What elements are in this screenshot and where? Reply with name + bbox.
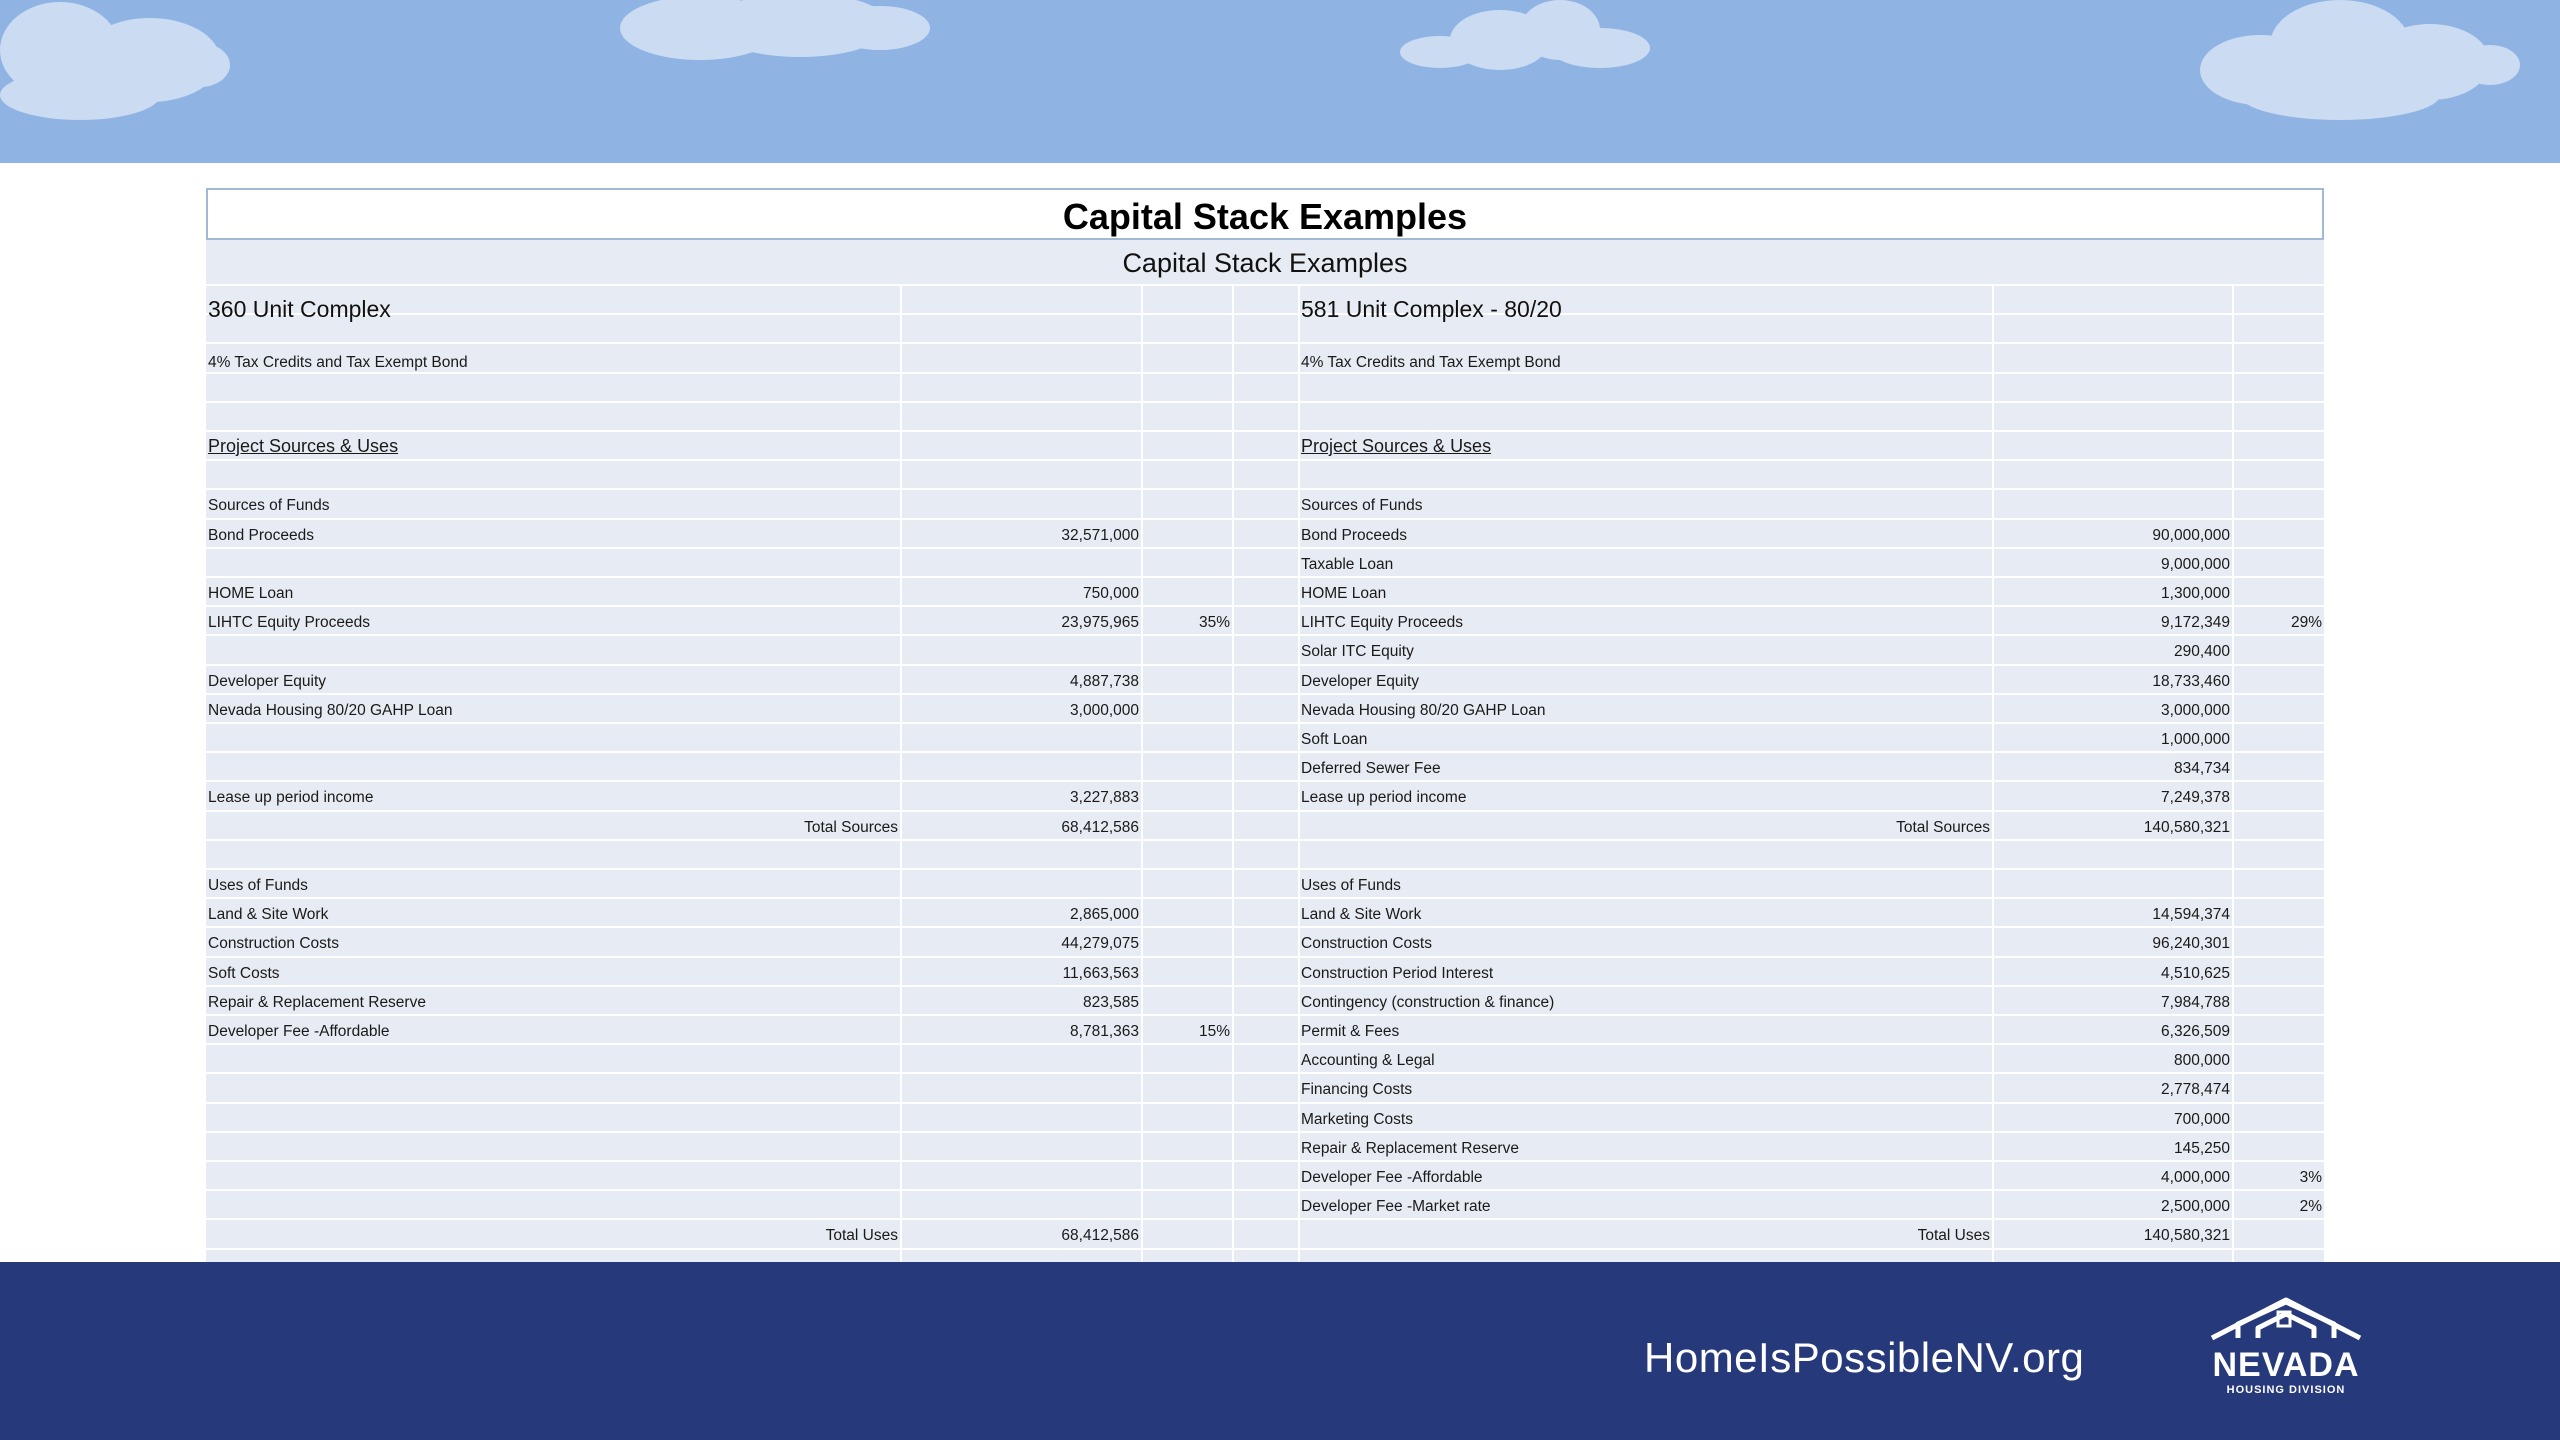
source-label: HOME Loan — [208, 584, 294, 602]
use-value: 4,000,000 — [2161, 1168, 2230, 1186]
use-value: 11,663,563 — [1062, 964, 1139, 982]
source-label: Bond Proceeds — [208, 526, 314, 544]
use-value: 96,240,301 — [2152, 935, 2230, 953]
sheet-subtitle: Capital Stack Examples — [1122, 248, 1408, 278]
source-value: 7,249,378 — [2161, 789, 2230, 807]
source-label: Developer Equity — [208, 672, 327, 690]
use-value: 823,585 — [1082, 993, 1139, 1011]
use-label: Developer Fee -Affordable — [1301, 1168, 1483, 1186]
total-sources-value: 68,412,586 — [1061, 818, 1139, 836]
tax-credit-note: 4% Tax Credits and Tax Exempt Bond — [208, 354, 468, 372]
left-panel-heading: 360 Unit Complex — [208, 296, 391, 322]
total-sources-label: Total Sources — [804, 818, 898, 836]
sources-heading: Sources of Funds — [208, 497, 330, 515]
source-label: Soft Loan — [1301, 730, 1368, 748]
source-label: Deferred Sewer Fee — [1301, 760, 1441, 778]
source-percent: 29% — [2290, 614, 2322, 632]
use-label: Soft Costs — [208, 964, 280, 982]
use-percent: 15% — [1198, 1022, 1230, 1040]
use-label: Construction Period Interest — [1301, 964, 1494, 982]
source-value: 750,000 — [1082, 584, 1139, 602]
use-value: 700,000 — [2173, 1110, 2230, 1128]
footer-band — [0, 1262, 2560, 1440]
source-value: 290,400 — [2173, 643, 2230, 661]
source-label: Nevada Housing 80/20 GAHP Loan — [208, 701, 453, 719]
source-label: Bond Proceeds — [1301, 526, 1407, 544]
source-value: 9,172,349 — [2161, 614, 2230, 632]
total-uses-value: 140,580,321 — [2143, 1227, 2230, 1245]
source-label: Taxable Loan — [1301, 555, 1394, 573]
source-value: 1,000,000 — [2161, 730, 2230, 748]
use-value: 7,984,788 — [2161, 993, 2230, 1011]
use-label: Accounting & Legal — [1301, 1052, 1435, 1070]
source-value: 18,733,460 — [2152, 672, 2230, 690]
left-panel — [206, 240, 1240, 1262]
total-uses-value: 68,412,586 — [1061, 1227, 1139, 1245]
source-label: Lease up period income — [208, 789, 374, 807]
nevada-housing-logo — [2198, 1294, 2374, 1402]
total-sources-label: Total Sources — [1896, 818, 1990, 836]
source-label: LIHTC Equity Proceeds — [208, 614, 370, 632]
uses-heading: Uses of Funds — [1301, 876, 1401, 894]
sources-heading: Sources of Funds — [1301, 497, 1423, 515]
source-label: Nevada Housing 80/20 GAHP Loan — [1301, 701, 1546, 719]
source-value: 32,571,000 — [1061, 526, 1139, 544]
use-label: Repair & Replacement Reserve — [1301, 1139, 1519, 1157]
source-label: Developer Equity — [1301, 672, 1420, 690]
source-label: HOME Loan — [1301, 584, 1387, 602]
use-percent: 3% — [2299, 1168, 2322, 1186]
use-value: 800,000 — [2173, 1052, 2230, 1070]
clouds-decoration — [0, 0, 2560, 163]
total-uses-label: Total Uses — [825, 1227, 898, 1245]
use-value: 6,326,509 — [2161, 1022, 2230, 1040]
use-label: Developer Fee -Market rate — [1301, 1198, 1491, 1216]
source-value: 4,887,738 — [1070, 672, 1139, 690]
use-label: Contingency (construction & finance) — [1301, 993, 1555, 1011]
source-value: 90,000,000 — [2152, 526, 2230, 544]
total-sources-value: 140,580,321 — [2143, 818, 2230, 836]
use-value: 2,865,000 — [1070, 906, 1139, 924]
house-roof-icon — [2198, 1294, 2374, 1354]
use-label: Developer Fee -Affordable — [208, 1022, 390, 1040]
use-value: 14,594,374 — [2152, 906, 2230, 924]
source-value: 3,000,000 — [1070, 701, 1139, 719]
source-label: LIHTC Equity Proceeds — [1301, 614, 1463, 632]
use-label: Land & Site Work — [1301, 906, 1422, 924]
source-label: Lease up period income — [1301, 789, 1467, 807]
use-value: 145,250 — [2173, 1139, 2230, 1157]
source-value: 3,000,000 — [2161, 701, 2230, 719]
tax-credit-note: 4% Tax Credits and Tax Exempt Bond — [1301, 354, 1561, 372]
source-value: 3,227,883 — [1070, 789, 1139, 807]
use-value: 44,279,075 — [1061, 935, 1139, 953]
spreadsheet — [206, 240, 2324, 1262]
use-value: 8,781,363 — [1070, 1022, 1139, 1040]
source-value: 9,000,000 — [2161, 555, 2230, 573]
slide-title-box — [206, 188, 2324, 240]
source-value: 1,300,000 — [2161, 584, 2230, 602]
sky-banner — [0, 0, 2560, 163]
use-label: Repair & Replacement Reserve — [208, 993, 426, 1011]
uses-heading: Uses of Funds — [208, 876, 308, 894]
use-value: 2,500,000 — [2161, 1198, 2230, 1216]
website-link[interactable]: HomeIsPossibleNV.org — [1644, 1334, 2085, 1381]
source-label: Solar ITC Equity — [1301, 643, 1414, 661]
use-percent: 2% — [2299, 1198, 2322, 1216]
use-label: Financing Costs — [1301, 1081, 1413, 1099]
source-percent: 35% — [1198, 614, 1230, 632]
section-title: Project Sources & Uses — [208, 435, 399, 456]
slide-title: Capital Stack Examples — [1062, 196, 1468, 237]
logo-name: NEVADA — [2212, 1346, 2360, 1384]
section-title: Project Sources & Uses — [1301, 435, 1492, 456]
total-uses-label: Total Uses — [1917, 1227, 1990, 1245]
logo-subtitle: HOUSING DIVISION — [2226, 1384, 2346, 1396]
use-label: Marketing Costs — [1301, 1110, 1413, 1128]
use-label: Construction Costs — [1301, 935, 1432, 953]
use-value: 2,778,474 — [2161, 1081, 2230, 1099]
source-value: 834,734 — [2173, 760, 2230, 778]
use-label: Permit & Fees — [1301, 1022, 1400, 1040]
right-panel — [1299, 240, 2332, 1262]
use-label: Construction Costs — [208, 935, 339, 953]
use-label: Land & Site Work — [208, 906, 329, 924]
use-value: 4,510,625 — [2161, 964, 2230, 982]
right-panel-heading: 581 Unit Complex - 80/20 — [1301, 296, 1562, 322]
source-value: 23,975,965 — [1061, 614, 1139, 632]
